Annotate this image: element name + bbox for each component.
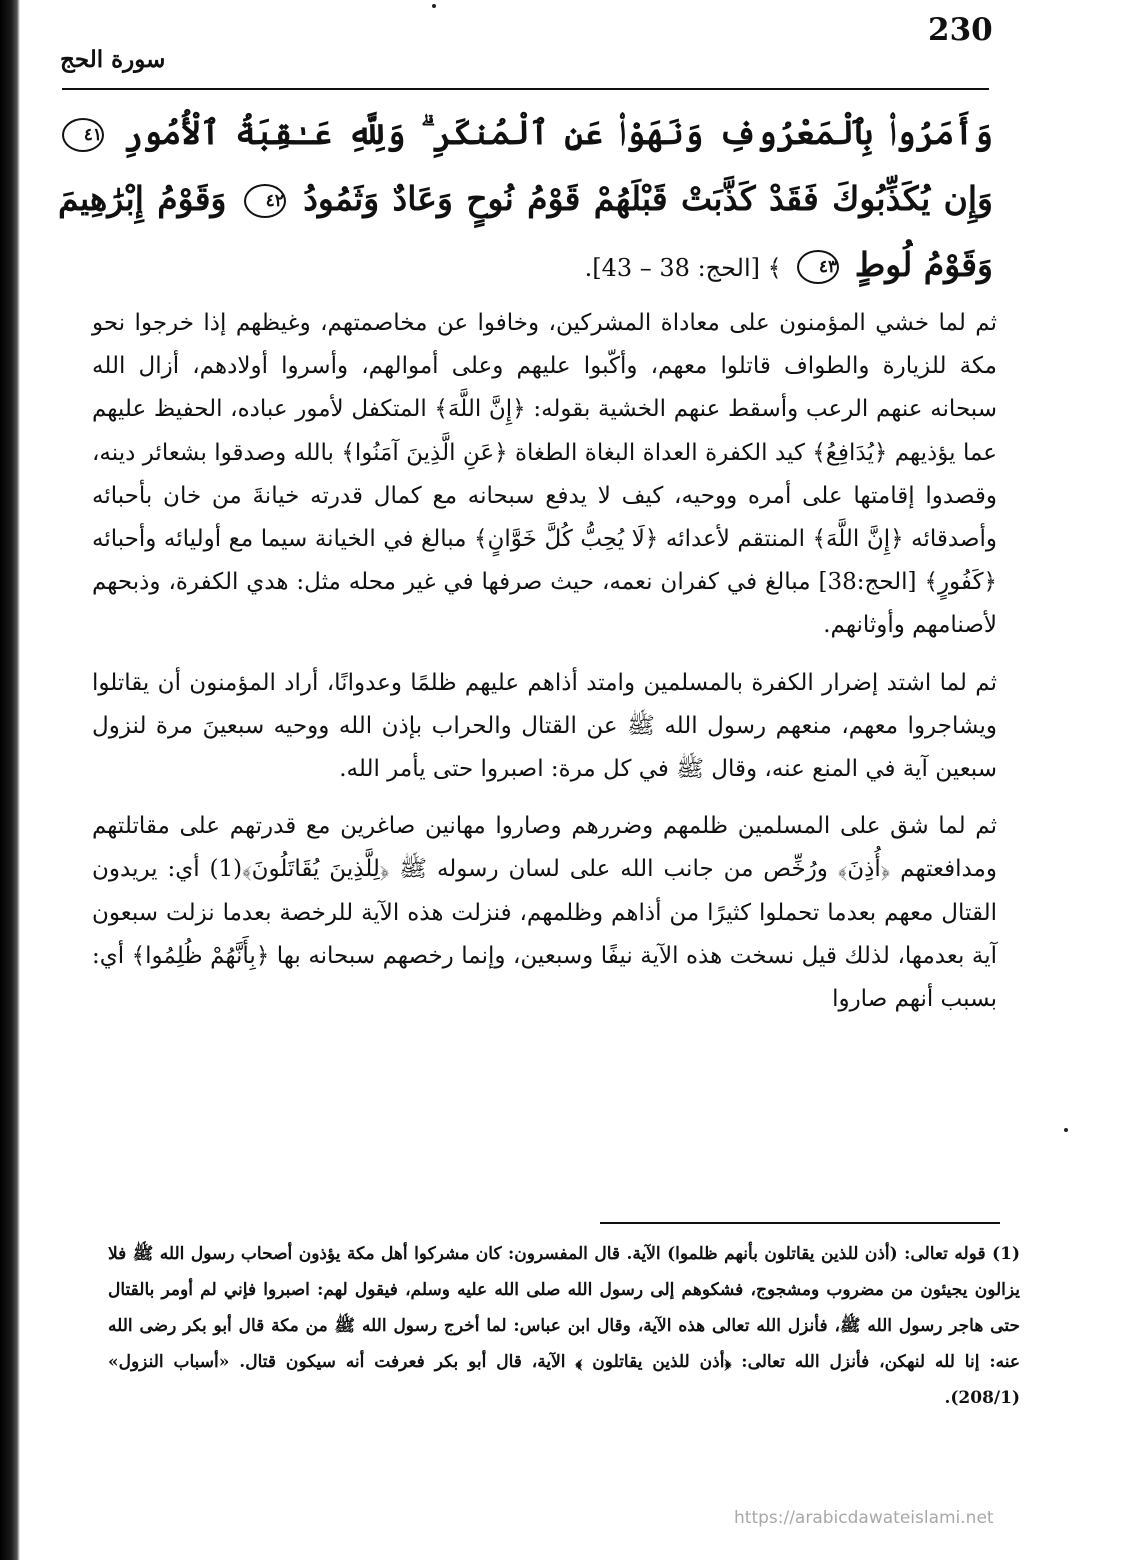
ayah-marker-42: ٤٢	[244, 184, 286, 218]
paragraph-3: ثم لما شق على المسلمين ظلمهم وضررهم وصاروا مهانين صاغرين مع قدرتهم على مقاتلتهم ومدافعتهم ﴿أُذِنَ﴾ ورُخِّص من جانب الله على لسان رسوله ﷺ ﴿لِلَّذِينَ يُقَاتَلُونَ﴾(1) أي: يريدون القتال معهم بعدما تحملوا كثيرًا من أذاهم وظلمهم، فنزلت هذه الآية للرخصة بعدما نزلت سبعون آية بعدمها، لذلك قيل نسخت هذه الآية نيفًا وسبعين، وإنما رخصهم سبحانه بها ﴿بِأَنَّهُمْ ظُلِمُوا﴾ أي: بسبب أنهم صاروا	[92, 813, 997, 1013]
watermark-url: https://arabicdawateislami.net	[734, 1508, 994, 1528]
verse-citation: ﴾ [الحج: 38 – 43].	[584, 254, 782, 282]
running-title: سورة الحج	[60, 46, 166, 73]
quran-verse-block	[58, 100, 993, 301]
verse-text-3: وَقَوْمُ إِبْرَٰهِيمَ وَقَوْمُ لُوطٍ	[58, 179, 993, 284]
footnote-divider	[600, 1222, 1000, 1224]
paragraph-1: ثم لما خشي المؤمنون على معاداة المشركين، وخافوا عن مخاصمتهم، وغيظهم إذا خرجوا نحو مكة للزيارة والطواف قاتلوا معهم، وأكّبوا عليهم وعلى أموالهم، وأسروا أولادهم، أزال الله سبحانه عنهم الرعب وأسقط عنهم الخشية بقوله: ﴿إِنَّ اللَّهَ﴾ المتكفل لأمور عباده، الحفيظ عليهم عما يؤذيهم ﴿يُدَافِعُ﴾ كيد الكفرة العداة البغاة الطغاة ﴿عَنِ الَّذِينَ آمَنُوا﴾ بالله وصدقوا بشعائر دينه، وقصدوا إقامتها على أمره ووحيه، كيف لا يدفع سبحانه مع كمال قدرته خيانةَ من خان بأحبائه وأصدقائه ﴿إِنَّ اللَّهَ﴾ المنتقم لأعدائه ﴿لَا يُحِبُّ كُلَّ خَوَّانٍ﴾ مبالغ في الخيانة سيما مع أوليائه وأحبائه ﴿كَفُورٍ﴾ [الحج:38] مبالغ في كفران نعمه، حيث صرفها في غير محله مثل: هدي الكفرة، وذبحهم لأصنامهم وأوثانهم.	[92, 310, 997, 639]
ayah-marker-43: ٤٣	[797, 250, 839, 284]
paragraph-2: ثم لما اشتد إضرار الكفرة بالمسلمين وامتد أذاهم عليهم ظلمًا وعدوانًا، أراد المؤمنون أن يقاتلوا ويشاجروا معهم، منعهم رسول الله ﷺ عن القتال والحراب بإذن الله ووحيه سبعينَ مرة لنزول سبعين آية في المنع عنه، وقال ﷺ في كل مرة: اصبروا حتى يأمر الله.	[92, 669, 997, 783]
footnote-1: (1) قوله تعالى: (أذن للذين يقاتلون بأنهم ظلموا) الآية. قال المفسرون: كان مشركوا أهل مكة يؤذون أصحاب رسول الله ﷺ فلا يزالون يجيئون من مضروب ومشجوج، فشكوهم إلى رسول الله صلى الله عليه وسلم، فيقول لهم: اصبروا فإني لم أومر بالقتال حتى هاجر رسول الله ﷺ، فأنزل الله تعالى هذه الآية، وقال ابن عباس: لما أخرج رسول الله ﷺ من مكة قال أبو بكر رضى الله عنه: إنا لله لنهكن، فأنزل الله تعالى: ﴿أذن للذين يقاتلون ﴾ الآية، قال أبو بكر فعرفت أنه سيكون قتال. «أسباب النزول» (208/1).	[108, 1244, 1020, 1408]
header-divider	[62, 88, 989, 90]
footnotes	[108, 1236, 1020, 1416]
verse-text-2: وَإِن يُكَذِّبُوكَ فَقَدْ كَذَّبَتْ قَبْلَهُمْ قَوْمُ نُوحٍ وَعَادٌ وَثَمُودُ	[303, 179, 993, 218]
commentary-body	[92, 302, 997, 1021]
verse-text-1: وَأَمَرُوا۟ بِٱلْمَعْرُوفِ وَنَهَوْا۟ عَنِ ٱلْمُنكَرِ ۗ وَلِلَّهِ عَـٰقِبَةُ ٱلْأُمُورِ	[123, 113, 993, 152]
scan-speck	[1064, 1128, 1068, 1132]
scan-speck	[432, 4, 436, 8]
ayah-marker-41: ٤١	[62, 118, 104, 152]
scan-binding-edge	[0, 0, 20, 1560]
page-number: 230	[928, 12, 993, 48]
